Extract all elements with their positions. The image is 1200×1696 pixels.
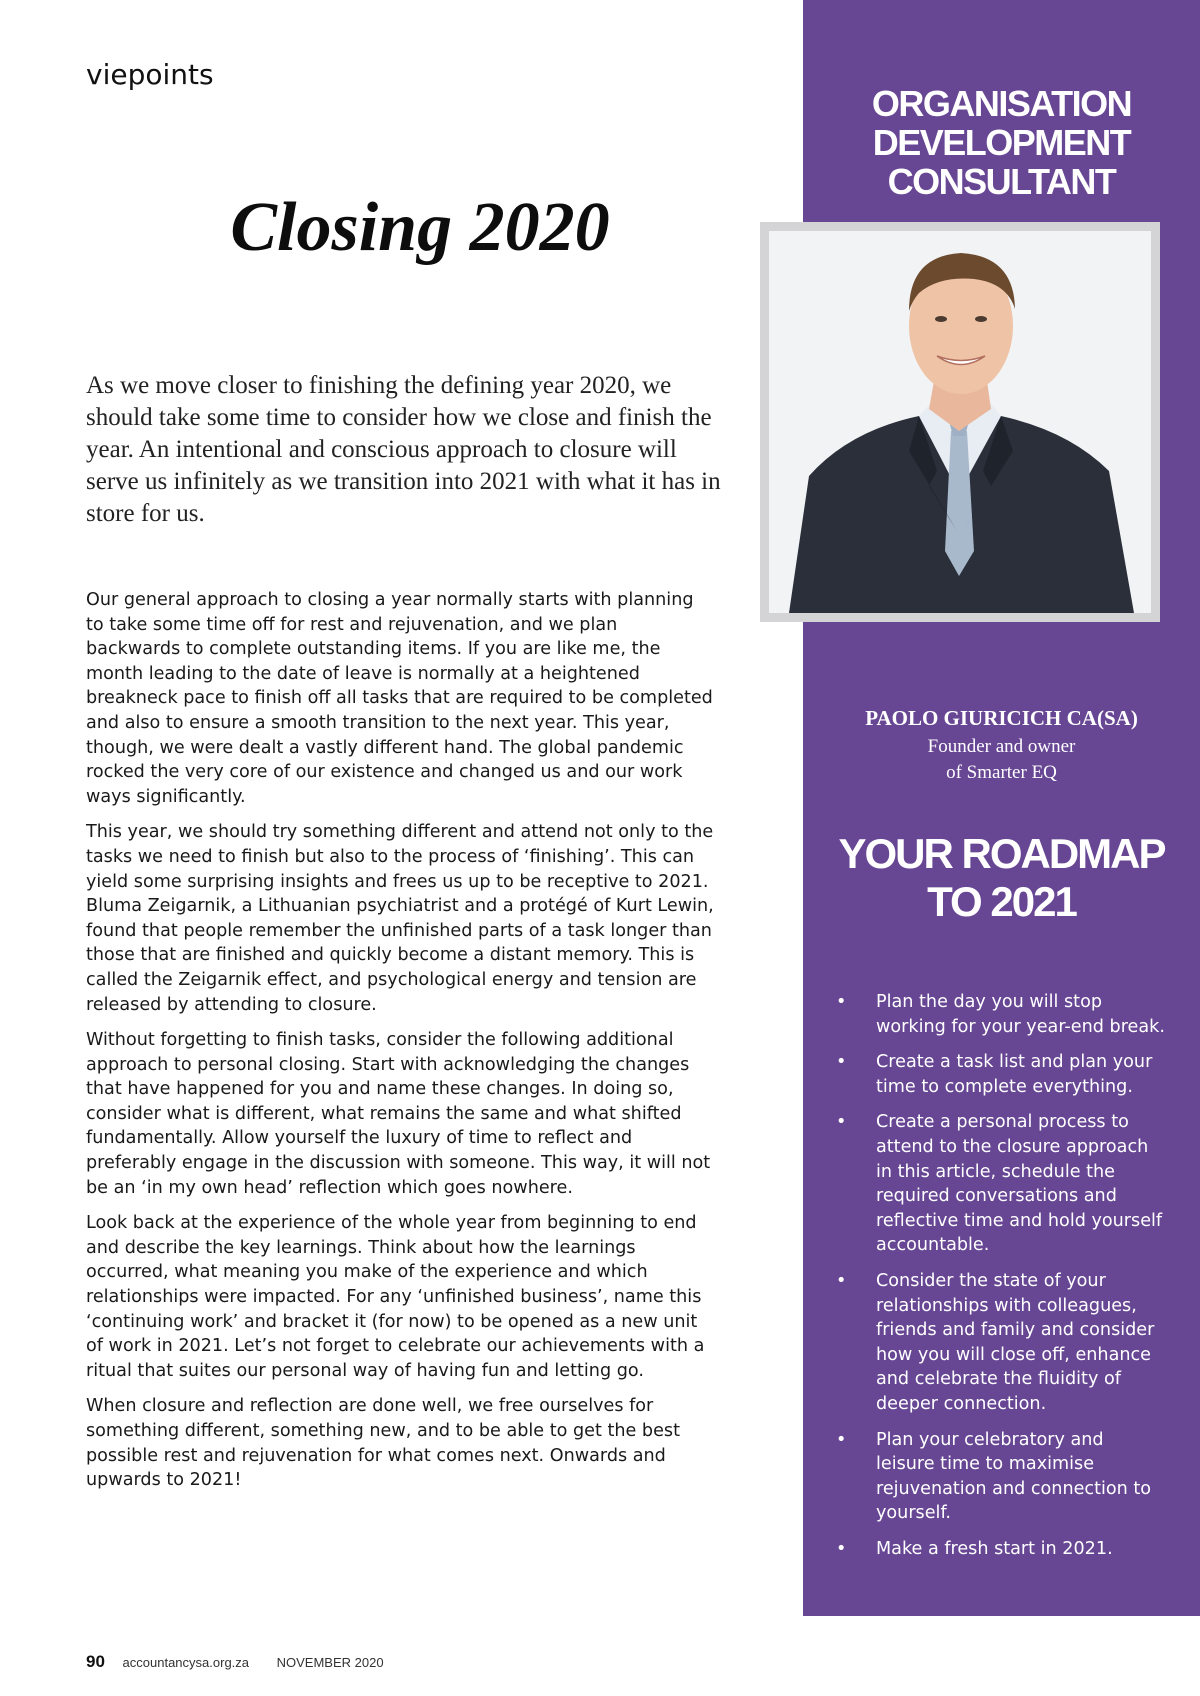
bullet-icon: • [836,1052,847,1073]
roadmap-line: TO 2021 [927,878,1076,925]
list-item [836,1110,1166,1258]
list-item-text: Create a personal process to attend to the closure approach in this article, schedule the required conversations and reflective time and hold yourself accountable. [876,1112,1163,1256]
issue-date: NOVEMBER 2020 [276,1655,384,1670]
list-item-text: Consider the state of your relationships with colleagues, friends and family and consider how you will close off, enhance and celebrate the fluidity of deeper connection. [876,1270,1155,1414]
role-line: CONSULTANT [887,161,1116,202]
role-line: ORGANISATION [871,83,1132,124]
author-position-line: of Smarter EQ [946,762,1057,783]
list-item-text: Plan your celebratory and leisure time to maximise rejuvenation and connection to yourself. [876,1429,1152,1524]
section-label: viepoints [86,58,214,91]
author-photo-frame [760,222,1160,622]
bullet-icon: • [836,1270,847,1291]
list-item-text: Create a task list and plan your time to complete everything. [876,1052,1153,1097]
bullet-icon: • [836,1538,847,1559]
author-portrait-illustration [769,231,1151,613]
body-paragraph: Look back at the experience of the whole year from beginning to end and describe the key learnings. Think about how the learnings occurred, what meaning you make of the experience and which relationships were impacted. For any ‘unfinished business’, name this ‘continuing work’ and bracket it (for now) to be opened as a new unit of work in 2021. Let’s not forget to celebrate our achievements with a ritual that suites our personal way of having fun and letting go. [86,1213,705,1381]
article-body [86,588,716,1504]
author-name: PAOLO GIURICICH CA(SA) [865,706,1138,730]
author-role-heading [803,84,1200,201]
author-position [803,734,1200,786]
article-intro: As we move closer to finishing the defining year 2020, we should take some time to consider how we close and finish the year. An intentional and conscious approach to closure will serve us infinitely as we transition into 2021 with what it has in store for us. [86,372,721,527]
bullet-icon: • [836,1429,847,1450]
list-item [836,1537,1166,1562]
list-item-text: Plan the day you will stop working for your year-end break. [876,992,1165,1037]
site-link[interactable]: accountancysa.org.za [122,1655,250,1670]
list-item [836,990,1166,1039]
bullet-icon: • [836,1112,847,1133]
author-position-line: Founder and owner [927,736,1076,757]
body-paragraph: Our general approach to closing a year normally starts with planning to take some time off for rest and rejuvenation, and we plan backwards to complete outstanding items. If you are like me, the month leading to the date of leave is normally at a heightened breakneck pace to finish off all tasks that are required to be completed and also to ensure a smooth transition to the next year. This year, though, we were dealt a vastly different hand. The global pandemic rocked the very core of our existence and changed us and our work ways significantly. [86,590,713,807]
page-number: 90 [86,1652,105,1671]
bullet-icon: • [836,992,847,1012]
body-paragraph: Without forgetting to finish tasks, consider the following additional approach to personal closing. Start with acknowledging the changes that have happened for you and name these changes. In doing so, consider what is different, what remains the same and what shifted fundamentally. Allow yourself the luxury of time to reflect and preferably engage in the discussion with someone. This way, it will not be an ‘in my own head’ reflection which goes nowhere. [86,1030,711,1198]
page-footer [86,1652,384,1672]
body-paragraph: When closure and reflection are done well, we free ourselves for something different, something new, and to be able to get the best possible rest and rejuvenation for what comes next. Onwards and upwards to 2021! [86,1396,680,1491]
roadmap-heading [803,830,1200,926]
author-photo [769,231,1151,613]
list-item [836,1269,1166,1417]
roadmap-list [836,990,1166,1572]
article-title: Closing 2020 [230,189,610,266]
list-item [836,1050,1166,1099]
role-line: DEVELOPMENT [872,122,1131,163]
list-item-text: Make a fresh start in 2021. [876,1538,1113,1559]
body-paragraph: This year, we should try something different and attend not only to the tasks we need to finish but also to the process of ‘finishing’. This can yield some surprising insights and frees us up to be receptive to 2021. Bluma Zeigarnik, a Lithuanian psychiatrist and a protégé of Kurt Lewin, found that people remember the unfinished parts of a task longer than those that are finished and quickly become a distant memory. This is called the Zeigarnik effect, and psychological energy and tension are released by attending to closure. [86,822,714,1015]
list-item [836,1428,1166,1526]
roadmap-line: YOUR ROADMAP [838,830,1165,877]
